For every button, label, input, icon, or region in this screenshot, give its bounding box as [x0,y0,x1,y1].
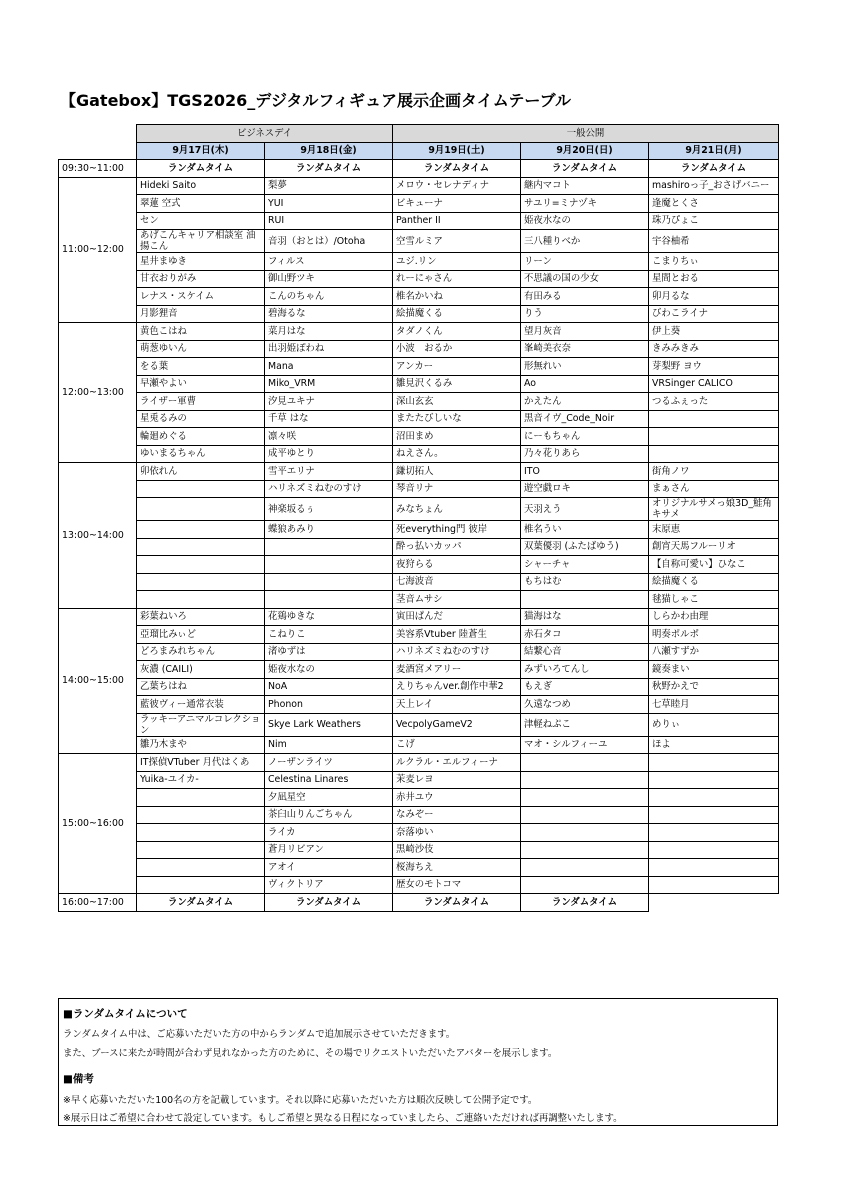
avatar-name-cell [265,556,393,574]
schedule-row [59,498,779,521]
schedule-row [59,410,779,428]
avatar-name-cell [649,428,779,446]
avatar-name-cell: 乙葉ちはね [137,678,265,696]
avatar-name-cell: 星間とおる [649,270,779,288]
schedule-row [59,358,779,376]
avatar-name-cell: Panther II [393,212,521,230]
avatar-name-cell: 不思議の国の少女 [521,270,649,288]
avatar-name-cell: ハリネズミねむのすけ [265,480,393,498]
random-time-note-1: ランダムタイム中は、ご応募いただいた方の中からランダムで追加展示させていただきます。 [63,1029,456,1040]
schedule-row [59,323,779,341]
header-blank [59,125,137,143]
remarks-heading: ■備考 [63,1073,94,1085]
avatar-name-cell: にーもちゃん [521,428,649,446]
avatar-name-cell [137,841,265,859]
avatar-name-cell: 卯依れん [137,463,265,481]
time-slot-label: 12:00~13:00 [59,323,137,463]
avatar-name-cell [137,480,265,498]
random-time-heading: ■ランダムタイムについて [63,1008,188,1020]
schedule-row [59,480,779,498]
schedule-row [59,696,779,714]
date-header: 9月18日(金) [265,142,393,160]
header-row-day-type [59,125,779,143]
avatar-name-cell: YUI [265,195,393,213]
avatar-name-cell: レナス・スケイム [137,288,265,306]
avatar-name-cell: もちはむ [521,573,649,591]
schedule-row [59,195,779,213]
header-row-dates [59,142,779,160]
random-time-cell: ランダムタイム [137,894,265,912]
avatar-name-cell: 形無れい [521,358,649,376]
avatar-name-cell: どろまみれちゃん [137,643,265,661]
avatar-name-cell: 黄色こはね [137,323,265,341]
avatar-name-cell: 天羽えう [521,498,649,521]
avatar-name-cell [649,789,779,807]
avatar-name-cell [265,573,393,591]
schedule-row [59,177,779,195]
avatar-name-cell: 秋野かえで [649,678,779,696]
schedule-row [59,736,779,754]
avatar-name-cell: びわこライナ [649,305,779,323]
avatar-name-cell: 成平ゆとり [265,445,393,463]
avatar-name-cell: 絵描魔くる [649,573,779,591]
avatar-name-cell: 音羽（おとは）/Otoha [265,230,393,253]
avatar-name-cell: 猫海はな [521,608,649,626]
avatar-name-cell: 逢魔とくさ [649,195,779,213]
avatar-name-cell: 峯崎美衣奈 [521,340,649,358]
avatar-name-cell: 姫夜水なの [521,212,649,230]
time-slot-label: 16:00~17:00 [59,894,137,912]
schedule-row [59,340,779,358]
avatar-name-cell [521,754,649,772]
avatar-name-cell: IT探偵VTuber 月代はくあ [137,754,265,772]
schedule-row [59,591,779,609]
schedule-row [59,713,779,736]
avatar-name-cell: Ao [521,375,649,393]
avatar-name-cell: 灰濃 (CAILI) [137,661,265,679]
timetable [58,124,779,912]
avatar-name-cell: 亞瑠比みぃど [137,626,265,644]
avatar-name-cell: 渚ゆずは [265,643,393,661]
schedule-row [59,375,779,393]
public-days-header: 一般公開 [393,125,779,143]
avatar-name-cell: タダノくん [393,323,521,341]
avatar-name-cell: れーにゃさん [393,270,521,288]
avatar-name-cell: 凛々咲 [265,428,393,446]
avatar-name-cell: りう [521,305,649,323]
avatar-name-cell: 卯月るな [649,288,779,306]
avatar-name-cell: こまりちぃ [649,253,779,271]
avatar-name-cell: 【自称可愛い】ひなこ [649,556,779,574]
avatar-name-cell [137,789,265,807]
avatar-name-cell: 死everything門 彼岸 [393,521,521,539]
schedule-row [59,393,779,411]
avatar-name-cell: 出羽姫ぽわね [265,340,393,358]
avatar-name-cell [137,806,265,824]
avatar-name-cell: またたびしいな [393,410,521,428]
avatar-name-cell: ルクラル・エルフィーナ [393,754,521,772]
avatar-name-cell: Yuika-ユイカ- [137,771,265,789]
avatar-name-cell: サユリ=ミナヅキ [521,195,649,213]
avatar-name-cell: 末原恵 [649,521,779,539]
avatar-name-cell: 翠蓮 空式 [137,195,265,213]
avatar-name-cell: 街角ノワ [649,463,779,481]
avatar-name-cell [137,573,265,591]
avatar-name-cell: RUI [265,212,393,230]
random-time-cell [649,894,779,912]
avatar-name-cell [521,876,649,894]
avatar-name-cell: ほよ [649,736,779,754]
avatar-name-cell: 蒼月リビアン [265,841,393,859]
avatar-name-cell: シャーチャ [521,556,649,574]
avatar-name-cell: 沼田まめ [393,428,521,446]
avatar-name-cell [265,538,393,556]
avatar-name-cell [649,754,779,772]
schedule-row [59,824,779,842]
business-day-header: ビジネスデイ [137,125,393,143]
avatar-name-cell: ラッキーアニマルコレクション [137,713,265,736]
avatar-name-cell: 千草 はな [265,410,393,428]
avatar-name-cell: 美容系Vtuber 陸蒼生 [393,626,521,644]
avatar-name-cell: 酔っ払いカッパ [393,538,521,556]
avatar-name-cell: 津軽ねぷこ [521,713,649,736]
avatar-name-cell: もえぎ [521,678,649,696]
avatar-name-cell: つるふぇった [649,393,779,411]
avatar-name-cell: みなちょん [393,498,521,521]
avatar-name-cell: 毬猫しゃこ [649,591,779,609]
remarks-note-1: ※早く応募いただいた100名の方を記載しています。それ以降に応募いただいた方は順次反映して公開予定です。 [63,1095,538,1106]
schedule-row [59,859,779,877]
avatar-name-cell: 月影狸音 [137,305,265,323]
avatar-name-cell: 星井まゆき [137,253,265,271]
avatar-name-cell: ヴィクトリア [265,876,393,894]
avatar-name-cell: 珠乃ぴょこ [649,212,779,230]
avatar-name-cell: 早瀬やよい [137,375,265,393]
time-slot-label: 13:00~14:00 [59,463,137,609]
avatar-name-cell: まぁさん [649,480,779,498]
schedule-row [59,573,779,591]
avatar-name-cell: かえたん [521,393,649,411]
avatar-name-cell: Hideki Saito [137,177,265,195]
avatar-name-cell [265,591,393,609]
avatar-name-cell: 深山玄玄 [393,393,521,411]
date-header: 9月17日(木) [137,142,265,160]
avatar-name-cell: 神楽坂るぅ [265,498,393,521]
avatar-name-cell: ゆいまるちゃん [137,445,265,463]
date-header: 9月21日(月) [649,142,779,160]
avatar-name-cell: 汐見ユキナ [265,393,393,411]
schedule-row [59,806,779,824]
avatar-name-cell: アンカー [393,358,521,376]
schedule-row [59,428,779,446]
avatar-name-cell: しらかわ由理 [649,608,779,626]
avatar-name-cell: Nim [265,736,393,754]
avatar-name-cell [521,806,649,824]
avatar-name-cell: アオイ [265,859,393,877]
avatar-name-cell: マオ・シルフィーユ [521,736,649,754]
avatar-name-cell: mashiroっ子_おさげバニー [649,177,779,195]
avatar-name-cell [137,498,265,521]
avatar-name-cell: 雛乃木まや [137,736,265,754]
avatar-name-cell: ライカ [265,824,393,842]
schedule-row [59,288,779,306]
schedule-row [59,445,779,463]
schedule-row [59,789,779,807]
time-slot-label: 09:30~11:00 [59,160,137,178]
avatar-name-cell: 黒音イヴ_Code_Noir [521,410,649,428]
avatar-name-cell: VecpolyGameV2 [393,713,521,736]
avatar-name-cell: 茎音ムサシ [393,591,521,609]
random-time-cell: ランダムタイム [521,160,649,178]
avatar-name-cell: Mana [265,358,393,376]
random-time-cell: ランダムタイム [521,894,649,912]
avatar-name-cell: 遊空戯ロキ [521,480,649,498]
avatar-name-cell: オリジナルサメっ娘3D_鮭角キサメ [649,498,779,521]
avatar-name-cell [649,824,779,842]
avatar-name-cell [649,771,779,789]
date-header: 9月19日(土) [393,142,521,160]
avatar-name-cell: 明奏ポルボ [649,626,779,644]
avatar-name-cell: めりぃ [649,713,779,736]
avatar-name-cell: セン [137,212,265,230]
avatar-name-cell: NoA [265,678,393,696]
schedule-row [59,521,779,539]
avatar-name-cell: 麦酒宮メアリー [393,661,521,679]
schedule-row [59,608,779,626]
avatar-name-cell: リーン [521,253,649,271]
avatar-name-cell: 琴音リナ [393,480,521,498]
time-slot-label: 11:00~12:00 [59,177,137,323]
avatar-name-cell: 赤井ユウ [393,789,521,807]
avatar-name-cell: ねえさん。 [393,445,521,463]
avatar-name-cell: VRSinger CALICO [649,375,779,393]
avatar-name-cell: 継内マコト [521,177,649,195]
time-slot-label: 15:00~16:00 [59,754,137,894]
schedule-row [59,538,779,556]
avatar-name-cell: ライザー軍曹 [137,393,265,411]
avatar-name-cell: メロウ・セレナディナ [393,177,521,195]
avatar-name-cell [521,824,649,842]
avatar-name-cell [521,859,649,877]
avatar-name-cell [521,789,649,807]
avatar-name-cell: 夜狩らる [393,556,521,574]
avatar-name-cell [137,556,265,574]
random-time-cell: ランダムタイム [265,894,393,912]
avatar-name-cell [649,859,779,877]
avatar-name-cell: 八瀬すずか [649,643,779,661]
schedule-row [59,754,779,772]
avatar-name-cell: 赤石タコ [521,626,649,644]
schedule-row [59,876,779,894]
avatar-name-cell: 碧海るな [265,305,393,323]
avatar-name-cell: ITO [521,463,649,481]
random-time-cell: ランダムタイム [393,160,521,178]
avatar-name-cell: なみぞー [393,806,521,824]
random-time-note-2: また、ブースに来たが時間が合わず見れなかった方のために、その場でリクエストいただいたアバターを展示します。 [63,1048,558,1059]
avatar-name-cell: 藍彼ヴィー通常衣装 [137,696,265,714]
schedule-row [59,212,779,230]
avatar-name-cell: 蝶狼あみり [265,521,393,539]
avatar-name-cell: 萌葱ゆいん [137,340,265,358]
random-time-cell: ランダムタイム [137,160,265,178]
avatar-name-cell: 茶臼山りんごちゃん [265,806,393,824]
avatar-name-cell [649,876,779,894]
avatar-name-cell: 有田みる [521,288,649,306]
avatar-name-cell [521,841,649,859]
random-time-cell: ランダムタイム [265,160,393,178]
avatar-name-cell: Miko_VRM [265,375,393,393]
avatar-name-cell [137,859,265,877]
avatar-name-cell: ユジ.リン [393,253,521,271]
avatar-name-cell: 寅田ぱんだ [393,608,521,626]
avatar-name-cell: 輪廻めぐる [137,428,265,446]
avatar-name-cell [649,445,779,463]
date-header: 9月20日(日) [521,142,649,160]
avatar-name-cell: 奈落ゆい [393,824,521,842]
avatar-name-cell: 菜月はな [265,323,393,341]
avatar-name-cell: Phonon [265,696,393,714]
avatar-name-cell: 椎名かいね [393,288,521,306]
avatar-name-cell: 椎名うい [521,521,649,539]
avatar-name-cell: 七海波音 [393,573,521,591]
schedule-row [59,556,779,574]
avatar-name-cell: 天上レイ [393,696,521,714]
avatar-name-cell: ビキューナ [393,195,521,213]
avatar-name-cell: をる葉 [137,358,265,376]
avatar-name-cell [137,876,265,894]
schedule-row [59,678,779,696]
avatar-name-cell: えりちゃんver.創作中華2 [393,678,521,696]
avatar-name-cell: 姫夜水なの [265,661,393,679]
schedule-row [59,771,779,789]
avatar-name-cell: こげ [393,736,521,754]
avatar-name-cell: 鎌切拓人 [393,463,521,481]
avatar-name-cell: 宇谷柚希 [649,230,779,253]
random-time-row [59,160,779,178]
avatar-name-cell: みずいろてんし [521,661,649,679]
notes-box [58,998,778,1126]
schedule-row [59,841,779,859]
avatar-name-cell: フィルス [265,253,393,271]
avatar-name-cell: 三八種りべか [521,230,649,253]
avatar-name-cell: ノーザンライツ [265,754,393,772]
avatar-name-cell: きみみきみ [649,340,779,358]
avatar-name-cell: 伊上葵 [649,323,779,341]
avatar-name-cell: 結繋心音 [521,643,649,661]
avatar-name-cell: 乃々花りあら [521,445,649,463]
avatar-name-cell: 彩葉ねいろ [137,608,265,626]
avatar-name-cell [137,824,265,842]
header-blank [59,142,137,160]
remarks-note-2: ※展示日はご希望に合わせて設定しています。もしご希望と異なる日程になっていましたら、ご連絡いただければ再調整いたします。 [63,1113,623,1124]
avatar-name-cell: 七草睦月 [649,696,779,714]
avatar-name-cell: 空雪ルミア [393,230,521,253]
avatar-name-cell: Skye Lark Weathers [265,713,393,736]
avatar-name-cell: 絵描魔くる [393,305,521,323]
avatar-name-cell [649,806,779,824]
avatar-name-cell: 梨夢 [265,177,393,195]
avatar-name-cell [137,538,265,556]
avatar-name-cell: こねりこ [265,626,393,644]
avatar-name-cell [649,841,779,859]
page-title: 【Gatebox】TGS2026_デジタルフィギュア展示企画タイムテーブル [60,91,571,110]
avatar-name-cell: こんのちゃん [265,288,393,306]
avatar-name-cell: 雪平エリナ [265,463,393,481]
avatar-name-cell: 鏡奏まい [649,661,779,679]
avatar-name-cell: 久遠なつめ [521,696,649,714]
schedule-row [59,661,779,679]
avatar-name-cell: 望月灰音 [521,323,649,341]
avatar-name-cell: 甘衣おりがみ [137,270,265,288]
schedule-row [59,270,779,288]
avatar-name-cell: 御山野ツキ [265,270,393,288]
avatar-name-cell: 雛見沢くるみ [393,375,521,393]
random-time-cell: ランダムタイム [649,160,779,178]
time-slot-label: 14:00~15:00 [59,608,137,754]
avatar-name-cell: 創宵天馬フルーリオ [649,538,779,556]
schedule-row [59,253,779,271]
schedule-row [59,230,779,253]
avatar-name-cell: 星兎るみの [137,410,265,428]
avatar-name-cell [649,410,779,428]
schedule-row [59,643,779,661]
avatar-name-cell: 歴女のモトコマ [393,876,521,894]
schedule-row [59,463,779,481]
avatar-name-cell: 花鶏ゆきな [265,608,393,626]
avatar-name-cell: あげこんキャリア相談室 油揚こん [137,230,265,253]
avatar-name-cell: 芽梨野 ヨウ [649,358,779,376]
avatar-name-cell [521,771,649,789]
avatar-name-cell: 桜海ちえ [393,859,521,877]
random-time-row [59,894,779,912]
avatar-name-cell [137,521,265,539]
avatar-name-cell: ハリネズミねむのすけ [393,643,521,661]
avatar-name-cell: 茉麦レヨ [393,771,521,789]
avatar-name-cell [521,591,649,609]
avatar-name-cell [137,591,265,609]
avatar-name-cell: 双葉優羽 (ふたばゆう) [521,538,649,556]
avatar-name-cell: 小波 おるか [393,340,521,358]
schedule-row [59,626,779,644]
avatar-name-cell: 夕凪星空 [265,789,393,807]
avatar-name-cell: Celestina Linares [265,771,393,789]
avatar-name-cell: 黒崎沙伎 [393,841,521,859]
random-time-cell: ランダムタイム [393,894,521,912]
schedule-row [59,305,779,323]
